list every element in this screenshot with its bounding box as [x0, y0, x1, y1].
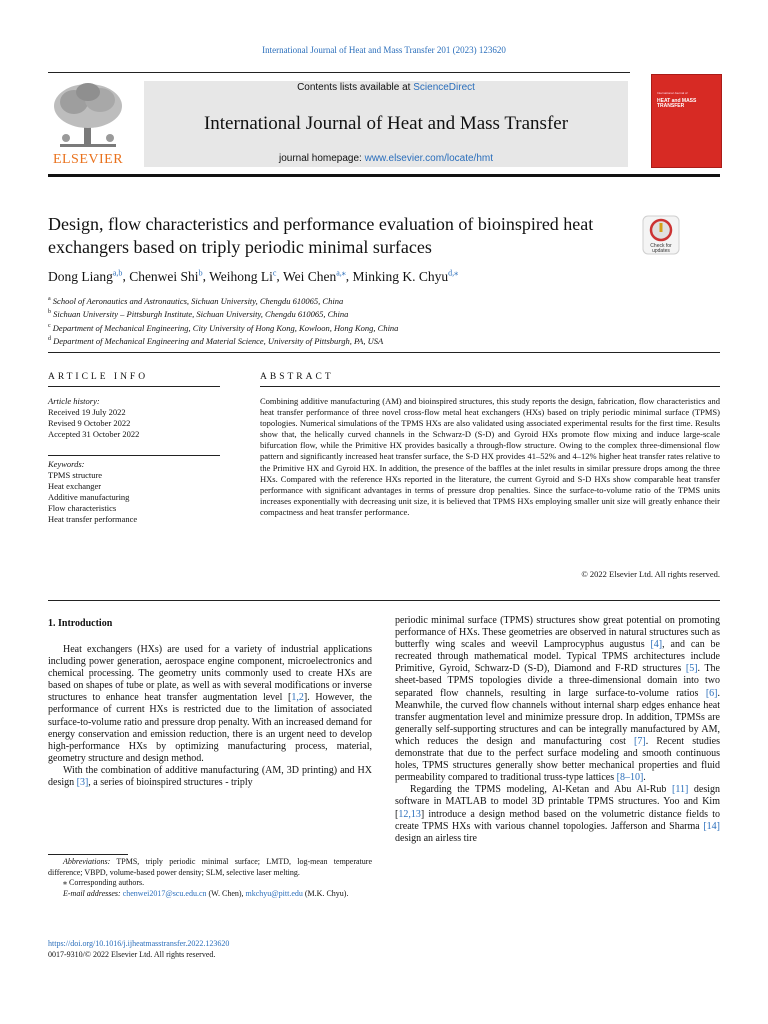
keywords-rule	[48, 455, 220, 456]
author[interactable]: Dong Liang$^{a,b}$	[48, 268, 123, 284]
citation-link[interactable]: [8–10]	[616, 772, 644, 784]
paragraph: Regarding the TPMS modeling, Al-Ketan and Abu Al-Rub [11] design software in MATLAB to model 3D printable TPMS structures. Yoo and Kim [12,13] introduce a design method based on the volumetric distance fields to create TPMS HXs with various channel topologies. Jafferson and Sharma [14] design an airless tire	[395, 784, 720, 844]
citation-link[interactable]: [3]	[76, 777, 89, 789]
keyword: Heat exchanger	[48, 481, 102, 491]
abstract-text: Combining additive manufacturing (AM) and bioinspired structures, this study reports the design, fabrication, flow characteristics and heat transfer performance of three novel cross-flow metal heat exchangers (HXs) based on triply periodic minimal surface (TPMS) topologies. Numerical simulations of the TPMS HXs are also validated using associated experimental results for the first time. Results show that, the helically curved channels in the Schwarz-D (S-D) and Gyroid HXs promote flow mixing and induce large-scale bifurcation flow, while the Primitive HX provides basically a through-flow structure. Owing to the complex three-dimensional flow pattern and significantly increased heat transfer surface, the S-D HX provides 41–52% and 4–12% higher heat transfer rates relative to the Primitive HX and Gyroid HX. In addition, the presence of the baffles at the inlet results in similar pressure drops among the three HXs. Compared with the reference HXs reported in the literature, the current Gyroid and S-D HXs show comparable heat transfer performance with significant advantages in terms of pressure drop penalties. Since the surface-to-volume ratio of the TPMS units increases exponentially with decreasing unit size, it is believed that TPMS HXs employing smaller unit size will greatly enhance their compactness and heat transfer performance.	[260, 396, 720, 517]
article-info-rule	[48, 386, 220, 387]
citation-link[interactable]: 12,13	[398, 808, 421, 820]
citation-link[interactable]: [4]	[650, 639, 663, 651]
citation-link[interactable]: [14]	[703, 820, 720, 832]
header-thick-rule	[48, 174, 720, 177]
keyword: Additive manufacturing	[48, 492, 130, 502]
affiliations	[48, 294, 648, 347]
doi-block	[48, 938, 229, 960]
abstract-heading: ABSTRACT	[260, 372, 334, 382]
check-updates-icon	[642, 215, 680, 255]
check-for-updates-button[interactable]	[642, 215, 680, 255]
paragraph: With the combination of additive manufacturing (AM, 3D printing) and HX design [3], a series of bioinspired structures - triply	[48, 764, 372, 789]
section-rule	[48, 352, 720, 353]
header-top-rule	[48, 72, 630, 73]
journal-cover-thumbnail[interactable]	[651, 74, 722, 168]
homepage-link[interactable]: www.elsevier.com/locate/hmt	[364, 153, 493, 164]
author[interactable]: Weihong Li$^c$	[209, 268, 277, 284]
keyword: Flow characteristics	[48, 503, 117, 513]
keywords-label: Keywords:	[48, 459, 85, 469]
contents-line	[144, 82, 628, 93]
author[interactable]: Chenwei Shi$^b$	[129, 268, 203, 284]
citation-link[interactable]: [5]	[685, 663, 698, 675]
journal-title: International Journal of Heat and Mass Transfer	[203, 113, 569, 134]
author[interactable]: Wei Chen$^{a,⁎}$	[282, 268, 346, 284]
introduction-heading: 1. Introduction	[48, 618, 113, 629]
svg-text:Check for: Check for	[650, 243, 672, 249]
citation-link[interactable]: [11]	[672, 784, 689, 796]
email-note: E-mail addresses: chenwei2017@scu.edu.cn (W. Chen), mkchyu@pitt.edu (M.K. Chyu).	[63, 888, 349, 898]
tree-icon	[48, 80, 128, 150]
abstract-rule	[260, 386, 720, 387]
body-rule	[48, 600, 720, 601]
article-title: Design, flow characteristics and performance evaluation of bioinspired heat exchangers based on triply periodic minimal surfaces	[48, 214, 594, 257]
email-link[interactable]: mkchyu@pitt.edu	[245, 888, 303, 898]
citation-link[interactable]: 1,2	[291, 692, 304, 704]
sciencedirect-link[interactable]: ScienceDirect	[413, 82, 475, 93]
keywords	[48, 459, 137, 525]
issn-line: 0017-9310/© 2022 Elsevier Ltd. All rights reserved.	[48, 950, 216, 959]
homepage-prefix: journal homepage:	[278, 153, 365, 164]
article-info-heading: ARTICLE INFO	[48, 372, 149, 382]
affiliation: $^c$ Department of Mechanical Engineering, City University of Hong Kong, Kowloon, Hong Kong, China	[48, 322, 399, 333]
received-date: Received 19 July 2022	[48, 407, 126, 417]
affiliation: $^b$ Sichuan University – Pittsburgh Institute, Sichuan University, Chengdu 610065, China	[48, 309, 349, 320]
author[interactable]: Minking K. Chyu$^{d,⁎}$	[352, 268, 459, 284]
affiliation: $^d$ Department of Mechanical Engineering and Material Science, University of Pittsburgh, PA, USA	[48, 335, 384, 346]
accepted-date: Accepted 31 October 2022	[48, 429, 140, 439]
affiliation: $^a$ School of Aeronautics and Astronautics, Sichuan University, Chengdu 610065, China	[48, 295, 344, 306]
cover-small-text: International Journal of	[657, 91, 688, 95]
homepage-line	[144, 153, 628, 164]
publisher-logo-text: ELSEVIER	[52, 152, 124, 167]
cover-title: HEAT and MASS TRANSFER	[657, 98, 697, 109]
contents-prefix: Contents lists available at	[297, 82, 414, 93]
abstract-copyright: © 2022 Elsevier Ltd. All rights reserved.	[581, 569, 720, 579]
revised-date: Revised 9 October 2022	[48, 418, 131, 428]
citation-link[interactable]: [6]	[705, 687, 718, 699]
body-column-left	[48, 644, 372, 789]
author-list: Dong Liang$^{a,b}$, Chenwei Shi$^b$, Weihong Li$^c$, Wei Chen$^{a,⁎}$, Minking K. Chyu$^{d,⁎}$	[48, 268, 459, 284]
paragraph: periodic minimal surface (TPMS) structures show great potential on promoting performance of HXs. These geometries are observed in natural structures such as butterfly wing scales and weevil Lamprocyphus augustus [4], and can be recreated through mathematical model. Typical TPMS architectures include Primitive, Gyroid, Schwarz-D (S-D), Diamond and F-RD structures [5]. The sheet-based TPMS topologies divide a three-dimensional domain into two separated flow channels, resulting in large surface-to-volume ratios [6]. Meanwhile, the curved flow channels without internal sharp edges enhance heat transfer augmentation level and minimize pressure drop. In addition, TPMSs are generally self-supporting structures and can be integrally manufactured by AM, which reduces the design and manufacturing cost [7]. Recent studies demonstrate that due to the perfect surface modeling and smooth continuous holes, TPMS structures generally show better mechanical properties and fluid permeability compared to traditional truss-type lattices [8–10].	[395, 615, 720, 784]
paragraph: Heat exchangers (HXs) are used for a variety of industrial applications including power generation, aerospace engine component, microelectronics and chemical processing. The geometry units commonly used to create HXs are based on shapes of tube or plate, as well as with several modifications or inverse structures to enhance heat transfer augmentation level [1,2]. However, the performance of current HXs is restricted due to the limitation of associated surface-to-volume ratio and pressure drop penalty. With an increased demand for energy conservation and emission reduction, there is an urgent need to develop high-performance HXs by optimizing manufacturing process, material, geometry structure and design method.	[48, 644, 372, 764]
email-link[interactable]: chenwei2017@scu.edu.cn	[122, 888, 207, 898]
footnote-rule	[48, 854, 128, 855]
footnotes	[48, 857, 372, 899]
running-header[interactable]: International Journal of Heat and Mass Transfer 201 (2023) 123620	[262, 45, 506, 55]
article-history	[48, 396, 139, 440]
keyword: TPMS structure	[48, 470, 103, 480]
abbreviations-note: Abbreviations: TPMS, triply periodic minimal surface; LMTD, log-mean temperature difference; VBPD, volume-based power density; SLM, selective laser melting.	[48, 857, 372, 877]
doi-link[interactable]: https://doi.org/10.1016/j.ijheatmasstransfer.2022.123620	[48, 939, 230, 948]
body-column-right	[395, 615, 720, 845]
history-label: Article history:	[48, 396, 100, 406]
corresponding-note: ⁎ Corresponding authors.	[63, 878, 145, 887]
keyword: Heat transfer performance	[48, 514, 138, 524]
svg-text:updates: updates	[652, 248, 670, 254]
citation-link[interactable]: [7]	[634, 735, 646, 747]
